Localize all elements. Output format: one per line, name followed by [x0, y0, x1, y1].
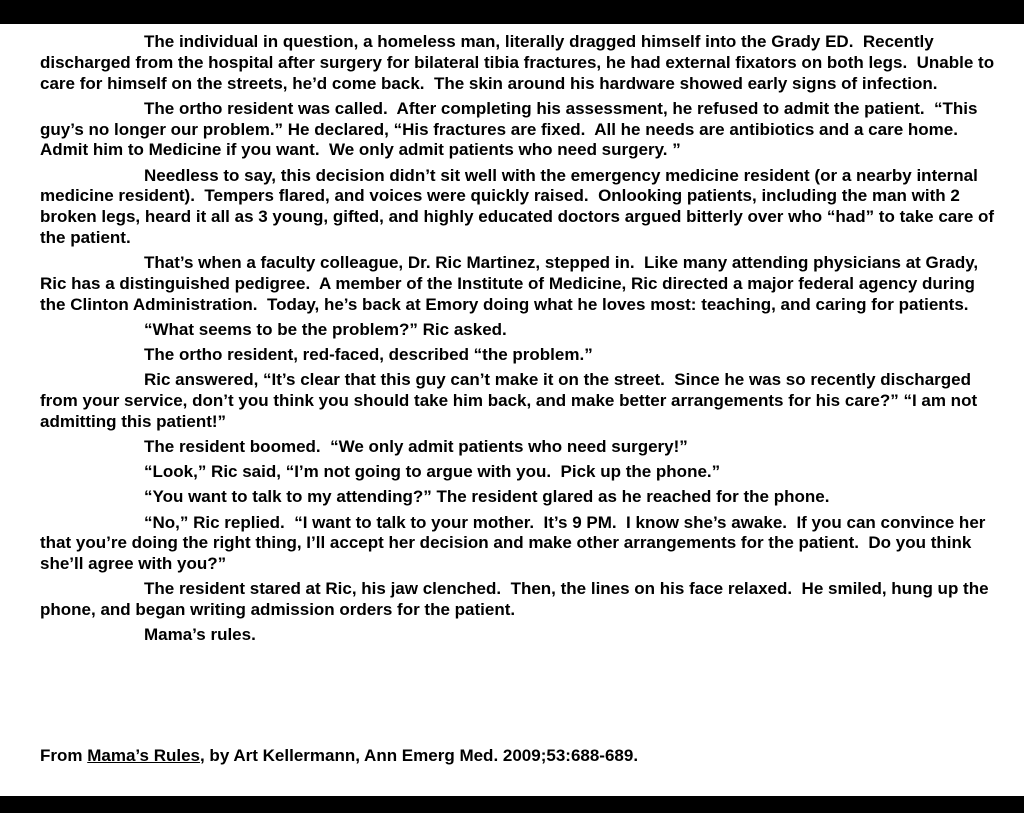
paragraph-1: The individual in question, a homeless man, literally dragged himself into the Grady ED. Recently discharged from the hospital after surgery for bilateral tibia fractures, he had external fixators on both legs. Unable to care for himself on the streets, he’d come back. The skin around his hardware showed early signs of infection.: [40, 32, 999, 93]
paragraph-3: Needless to say, this decision didn’t sit well with the emergency medicine resident (or a nearby internal medicine resident). Tempers flared, and voices were quickly raised. Onlooking patients, including the man with 2 broken legs, heard it all as 3 young, gifted, and highly educated doctors argued bitterly over who “had” to take care of the patient.: [40, 165, 999, 247]
citation-suffix: , by Art Kellermann, Ann Emerg Med. 2009;53:688-689.: [199, 746, 639, 765]
paragraph-13: Mama’s rules.: [144, 625, 256, 645]
paragraph-8: The resident boomed. “We only admit patients who need surgery!”: [144, 437, 688, 457]
top-frame-bar: [0, 0, 1024, 24]
paragraph-2: The ortho resident was called. After completing his assessment, he refused to admit the patient. “This guy’s no longer our problem.” He declared, “His fractures are fixed. All he needs are antibiotics and a care home. Admit him to Medicine if you want. We only admit patients who need surgery. ”: [40, 98, 983, 160]
paragraph-10: “You want to talk to my attending?” The resident glared as he reached for the phone.: [144, 487, 830, 507]
citation-title: Mama’s Rules: [87, 746, 200, 765]
paragraph-6: The ortho resident, red-faced, described “the problem.”: [144, 345, 593, 365]
citation: [40, 746, 638, 767]
paragraph-9: “Look,” Ric said, “I’m not going to argue with you. Pick up the phone.”: [144, 462, 721, 482]
paragraph-7: Ric answered, “It’s clear that this guy can’t make it on the street. Since he was so recently discharged from your service, don’t you think you should take him back, and make better arrangements for his care?” “I am not admitting this patient!”: [40, 370, 982, 431]
paragraph-11: “No,” Ric replied. “I want to talk to your mother. It’s 9 PM. I know she’s awake. If you can convince her that you’re doing the right thing, I’ll accept her decision and make other arrangements for the patient. Do you think she’ll agree with you?”: [40, 512, 991, 574]
citation-prefix: From: [40, 746, 88, 765]
story-text: [40, 32, 1004, 651]
paragraph-4: That’s when a faculty colleague, Dr. Ric Martinez, stepped in. Like many attending physicians at Grady, Ric has a distinguished pedigree. A member of the Institute of Medicine, Ric directed a major federal agency during the Clinton Administration. Today, he’s back at Emory doing what he loves most: teaching, and caring for patients.: [40, 253, 983, 314]
paragraph-5: “What seems to be the problem?” Ric asked.: [144, 319, 507, 339]
bottom-frame-bar: [0, 796, 1024, 813]
document-page: [0, 24, 1024, 796]
paragraph-12: The resident stared at Ric, his jaw clenched. Then, the lines on his face relaxed. He smiled, hung up the phone, and began writing admission orders for the patient.: [40, 579, 994, 620]
